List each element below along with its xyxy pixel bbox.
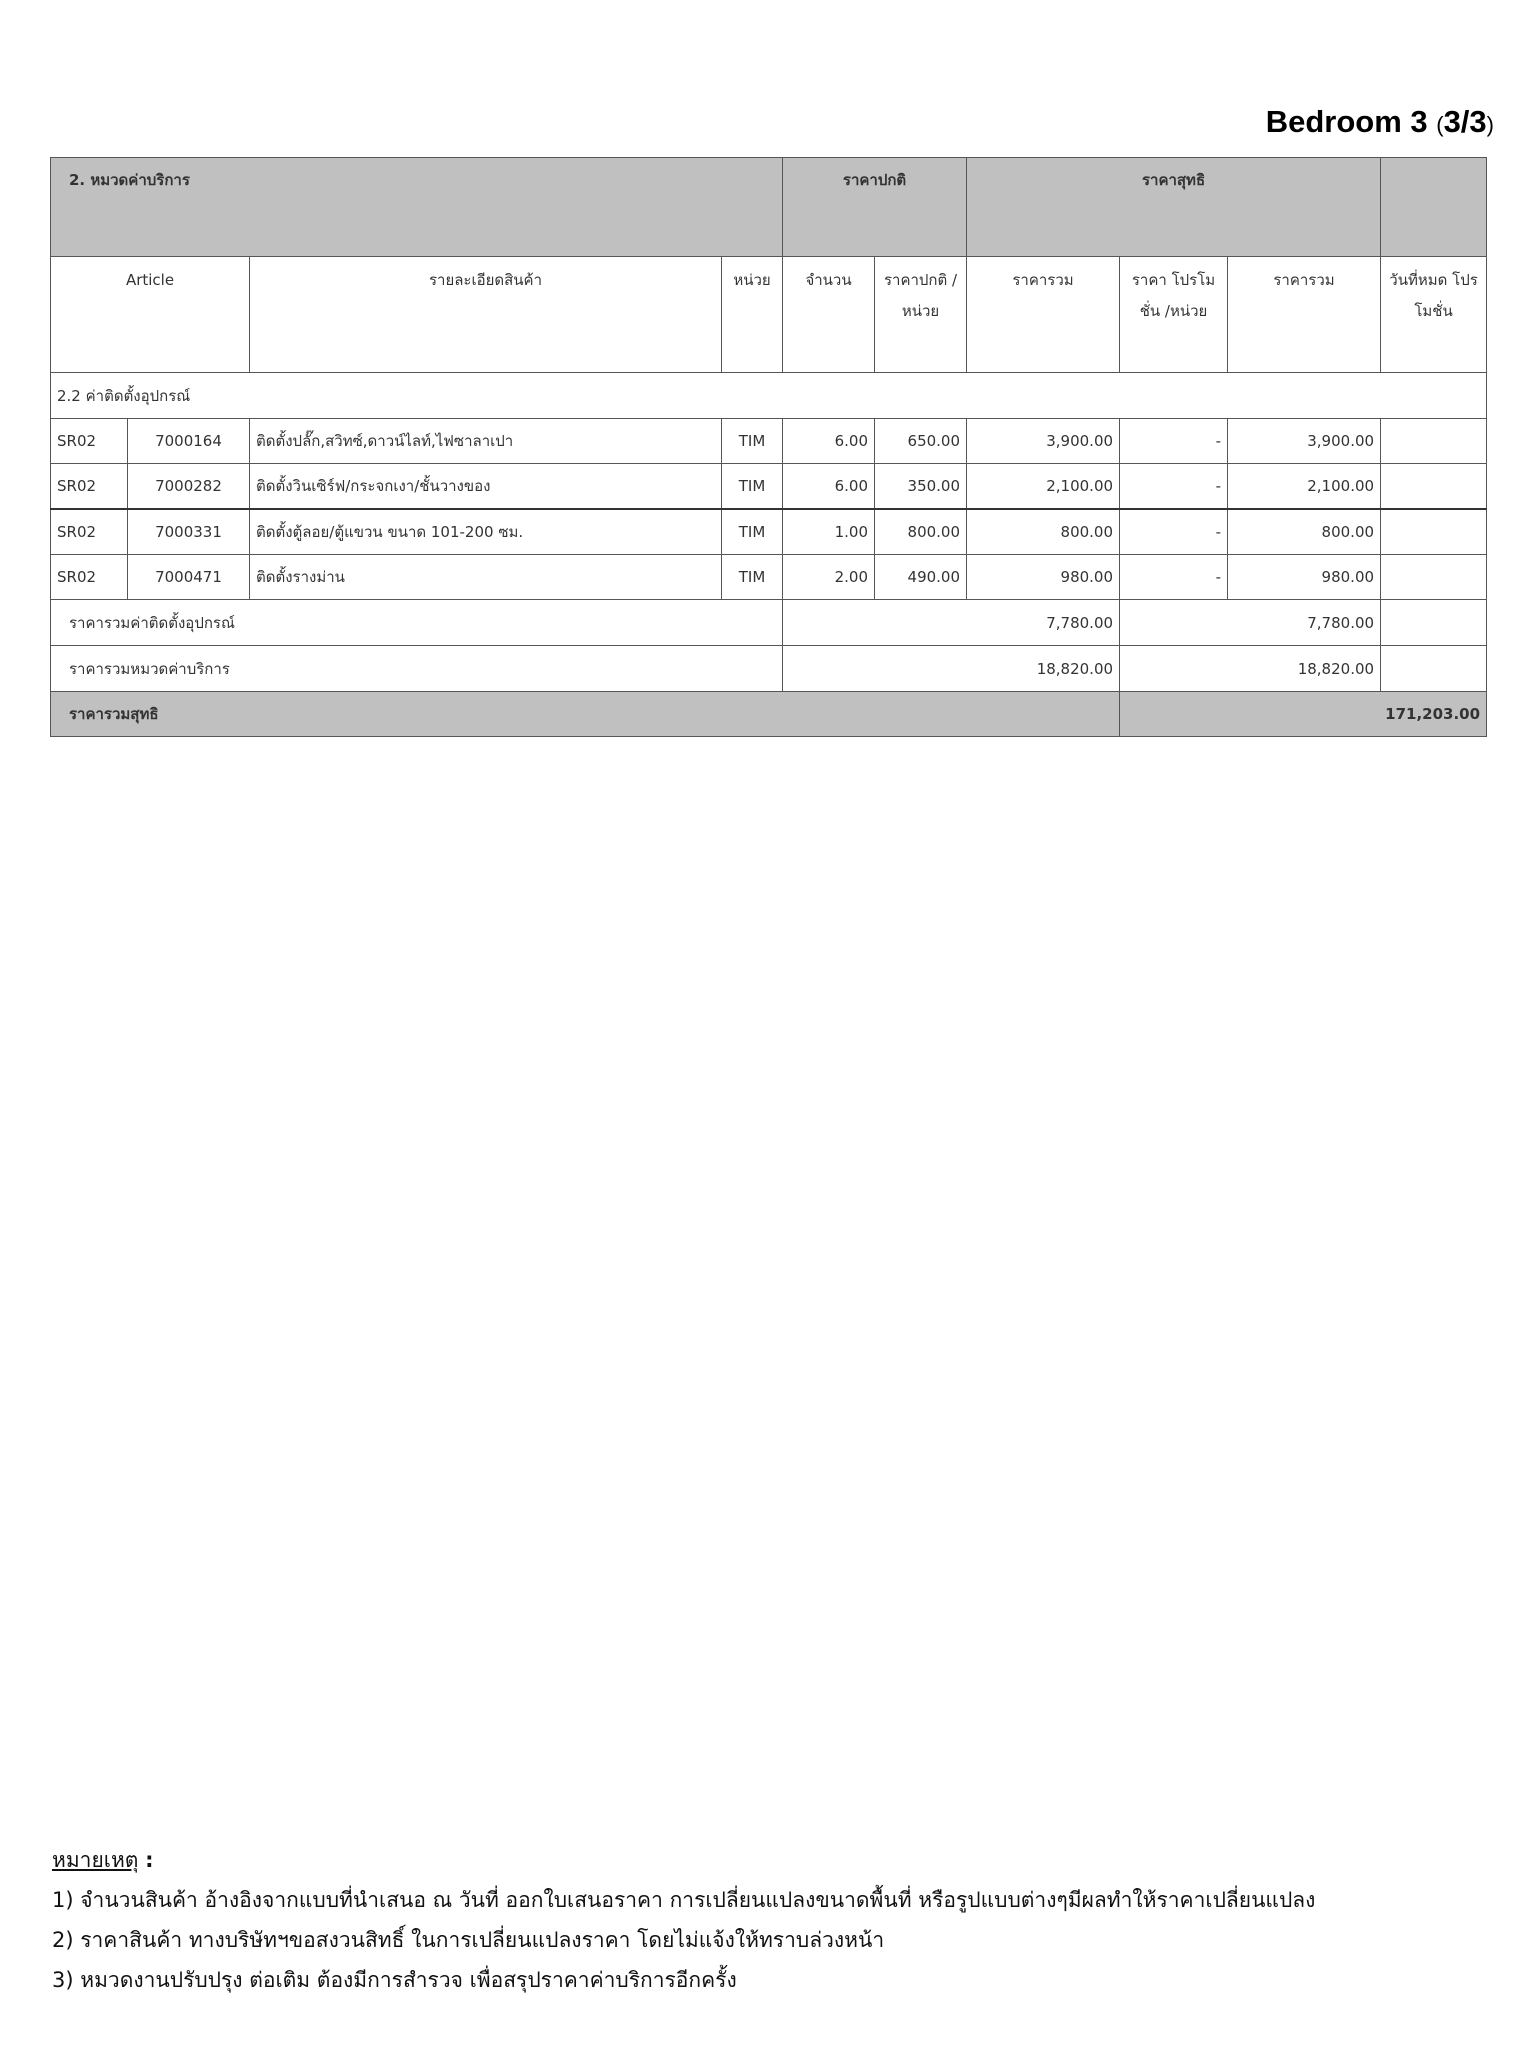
item-unit: TIM — [722, 509, 783, 555]
item-total: 980.00 — [967, 555, 1120, 600]
item-promo-price: - — [1120, 464, 1228, 510]
item-unit-price: 490.00 — [875, 555, 967, 600]
category-total-row — [51, 646, 1487, 692]
header-promo-end-date: วันที่หมด โปรโมชั่น — [1381, 257, 1487, 373]
item-net-total: 980.00 — [1228, 555, 1381, 600]
item-unit-price: 650.00 — [875, 419, 967, 464]
category-total-blank — [1381, 646, 1487, 692]
item-total: 800.00 — [967, 509, 1120, 555]
item-promo-price: - — [1120, 555, 1228, 600]
subsection-label: 2.2 ค่าติดตั้งอุปกรณ์ — [51, 373, 1487, 419]
category-total-net: 18,820.00 — [1120, 646, 1381, 692]
grand-total-row — [51, 692, 1487, 737]
notes-heading — [52, 1840, 1315, 1880]
paren-open: ( — [1436, 112, 1444, 137]
item-description: ติดตั้งรางม่าน — [250, 555, 722, 600]
header-unit: หน่วย — [722, 257, 783, 373]
table-row — [51, 419, 1487, 464]
item-description: ติดตั้งวินเซิร์ฟ/กระจกเงา/ชั้นวางของ — [250, 464, 722, 510]
header-net-total: ราคารวม — [1228, 257, 1381, 373]
grand-total-value: 171,203.00 — [1120, 692, 1487, 737]
category-total-label: ราคารวมหมวดค่าบริการ — [51, 646, 783, 692]
item-unit-price: 800.00 — [875, 509, 967, 555]
item-article: 7000282 — [128, 464, 250, 510]
item-quantity: 1.00 — [783, 509, 875, 555]
item-quantity: 6.00 — [783, 419, 875, 464]
header-article: Article — [51, 257, 250, 373]
item-unit: TIM — [722, 419, 783, 464]
section-header-row — [51, 158, 1487, 257]
item-article: 7000164 — [128, 419, 250, 464]
subtotal-regular: 7,780.00 — [783, 600, 1120, 646]
section-blank — [1381, 158, 1487, 257]
grand-total-label: ราคารวมสุทธิ — [51, 692, 1120, 737]
room-name: Bedroom 3 — [1265, 104, 1428, 139]
paren-close: ) — [1486, 112, 1494, 137]
subtotal-net: 7,780.00 — [1120, 600, 1381, 646]
regular-price-group: ราคาปกติ — [783, 158, 967, 257]
item-description: ติดตั้งปลั๊ก,สวิทซ์,ดาวน์ไลท์,ไฟซาลาเปา — [250, 419, 722, 464]
header-promo-unit-price: ราคา โปรโมชั่น /หน่วย — [1120, 257, 1228, 373]
subtotal-blank — [1381, 600, 1487, 646]
item-unit-price: 350.00 — [875, 464, 967, 510]
item-total: 2,100.00 — [967, 464, 1120, 510]
notes — [52, 1840, 1315, 2000]
page-number: 3/3 — [1443, 104, 1487, 139]
item-promo-price: - — [1120, 509, 1228, 555]
item-unit: TIM — [722, 555, 783, 600]
item-code: SR02 — [51, 509, 128, 555]
item-article: 7000471 — [128, 555, 250, 600]
category-total-regular: 18,820.00 — [783, 646, 1120, 692]
item-net-total: 2,100.00 — [1228, 464, 1381, 510]
header-quantity: จำนวน — [783, 257, 875, 373]
note-item: 3) หมวดงานปรับปรุง ต่อเติม ต้องมีการสำรวจ เพื่อสรุปราคาค่าบริการอีกครั้ง — [52, 1968, 737, 1992]
notes-colon: : — [145, 1848, 154, 1872]
item-net-total: 800.00 — [1228, 509, 1381, 555]
page-title — [1266, 104, 1494, 140]
item-code: SR02 — [51, 419, 128, 464]
header-regular-total: ราคารวม — [967, 257, 1120, 373]
item-promo-end — [1381, 464, 1487, 510]
item-code: SR02 — [51, 555, 128, 600]
item-quantity: 6.00 — [783, 464, 875, 510]
table-row — [51, 555, 1487, 600]
item-promo-end — [1381, 555, 1487, 600]
table-row — [51, 464, 1487, 510]
item-article: 7000331 — [128, 509, 250, 555]
note-item: 2) ราคาสินค้า ทางบริษัทฯขอสงวนสิทธิ์ ในการเปลี่ยนแปลงราคา โดยไม่แจ้งให้ทราบล่วงหน้า — [52, 1928, 885, 1952]
section-name: 2. หมวดค่าบริการ — [51, 158, 783, 257]
subtotal-row — [51, 600, 1487, 646]
subsection-row — [51, 373, 1487, 419]
item-promo-end — [1381, 509, 1487, 555]
item-code: SR02 — [51, 464, 128, 510]
header-description: รายละเอียดสินค้า — [250, 257, 722, 373]
subtotal-label: ราคารวมค่าติดตั้งอุปกรณ์ — [51, 600, 783, 646]
item-promo-price: - — [1120, 419, 1228, 464]
item-quantity: 2.00 — [783, 555, 875, 600]
column-header-row — [51, 257, 1487, 373]
header-regular-unit-price: ราคาปกติ /หน่วย — [875, 257, 967, 373]
table-row — [51, 509, 1487, 555]
net-price-group: ราคาสุทธิ — [967, 158, 1381, 257]
note-item: 1) จำนวนสินค้า อ้างอิงจากแบบที่นำเสนอ ณ วันที่ ออกใบเสนอราคา การเปลี่ยนแปลงขนาดพื้นที่ หรือรูปแบบต่างๆมีผลทำให้ราคาเปลี่ยนแปลง — [52, 1888, 1316, 1912]
item-description: ติดตั้งตู้ลอย/ตู้แขวน ขนาด 101-200 ซม. — [250, 509, 722, 555]
item-promo-end — [1381, 419, 1487, 464]
quotation-table — [50, 157, 1487, 737]
item-net-total: 3,900.00 — [1228, 419, 1381, 464]
notes-title: หมายเหตุ — [52, 1848, 139, 1872]
item-unit: TIM — [722, 464, 783, 510]
item-total: 3,900.00 — [967, 419, 1120, 464]
